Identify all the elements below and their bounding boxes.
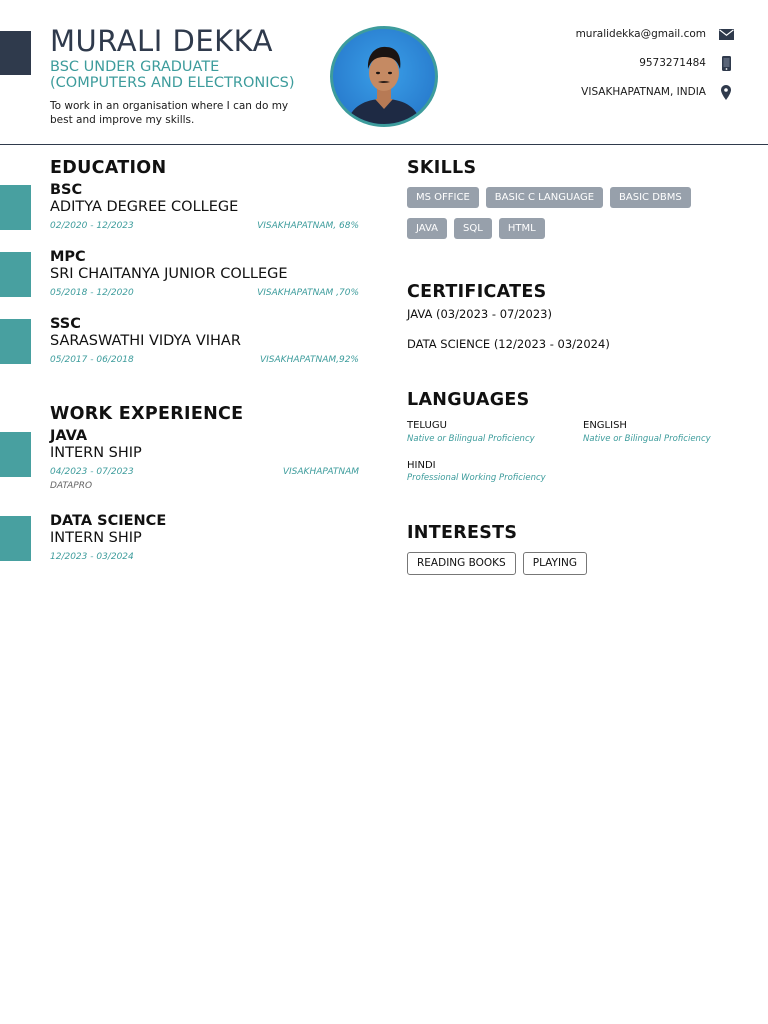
contact-email[interactable]: muralidekka@gmail.com [575,28,706,40]
certificate-item: JAVA (03/2023 - 07/2023) [407,307,552,321]
profile-photo [330,26,438,127]
envelope-icon [718,26,734,42]
work-meta [50,467,359,477]
certificates-heading: CERTIFICATES [407,282,547,302]
work-meta [50,552,359,562]
education-school: ADITYA DEGREE COLLEGE [50,199,239,215]
mobile-phone-icon [718,55,734,71]
work-experience-heading: WORK EXPERIENCE [50,404,244,424]
skill-tag: HTML [499,218,545,239]
work-field: JAVA [50,428,88,444]
interests-heading: INTERESTS [407,523,518,543]
work-role: INTERN SHIP [50,445,142,461]
education-meta [50,288,359,298]
work-field: DATA SCIENCE [50,513,167,529]
skill-tag: BASIC C LANGUAGE [486,187,603,208]
candidate-title-line2: (COMPUTERS AND ELECTRONICS) [50,75,295,91]
interest-tag: PLAYING [523,552,587,575]
skills-heading: SKILLS [407,158,477,178]
career-objective: To work in an organisation where I can do my best and improve my skills. [50,100,289,126]
skill-tag: SQL [454,218,492,239]
education-meta [50,355,359,365]
education-dates: 05/2018 - 12/2020 [50,288,134,298]
education-place: VISAKHAPATNAM, 68% [257,221,359,231]
skill-tag: BASIC DBMS [610,187,691,208]
language-name: HINDI [407,460,436,471]
contact-location: VISAKHAPATNAM, INDIA [581,86,706,98]
contact-phone-row [639,55,734,71]
contact-location-row [581,84,734,100]
language-name: TELUGU [407,420,447,431]
interests-row [407,552,587,575]
education-place: VISAKHAPATNAM,92% [259,355,359,365]
education-dates: 05/2017 - 06/2018 [50,355,134,365]
header-accent-bar [0,31,31,75]
interest-tag: READING BOOKS [407,552,516,575]
skill-tag: MS OFFICE [407,187,479,208]
education-school: SARASWATHI VIDYA VIHAR [50,333,241,349]
education-meta [50,221,359,231]
education-degree: BSC [50,182,83,198]
skills-row-1 [407,187,691,208]
contact-email-row [576,26,734,42]
work-marker-2 [0,516,31,561]
education-marker-1 [0,185,31,230]
education-school: SRI CHAITANYA JUNIOR COLLEGE [50,266,288,282]
education-marker-3 [0,319,31,364]
skill-tag: JAVA [407,218,447,239]
languages-heading: LANGUAGES [407,390,530,410]
work-organisation: DATAPRO [50,481,93,491]
language-level: Professional Working Proficiency [407,473,546,483]
education-marker-2 [0,252,31,297]
certificate-item: DATA SCIENCE (12/2023 - 03/2024) [407,337,610,351]
work-dates: 12/2023 - 03/2024 [50,552,134,562]
candidate-name: MURALI DEKKA [50,24,274,58]
person-portrait-icon [333,29,435,124]
work-role: INTERN SHIP [50,530,142,546]
education-dates: 02/2020 - 12/2023 [50,221,134,231]
education-place: VISAKHAPATNAM ,70% [257,288,359,298]
education-degree: SSC [50,316,81,332]
skills-row-2 [407,218,545,239]
work-dates: 04/2023 - 07/2023 [50,467,134,477]
language-level: Native or Bilingual Proficiency [583,434,711,444]
education-degree: MPC [50,249,86,265]
education-heading: EDUCATION [50,158,167,178]
language-name: ENGLISH [583,420,627,431]
contact-phone[interactable]: 9573271484 [639,57,706,69]
candidate-title-line1: BSC UNDER GRADUATE [50,59,220,75]
work-marker-1 [0,432,31,477]
resume-header [0,0,768,145]
work-place: VISAKHAPATNAM [282,467,359,477]
map-pin-icon [718,84,734,100]
language-level: Native or Bilingual Proficiency [407,434,535,444]
